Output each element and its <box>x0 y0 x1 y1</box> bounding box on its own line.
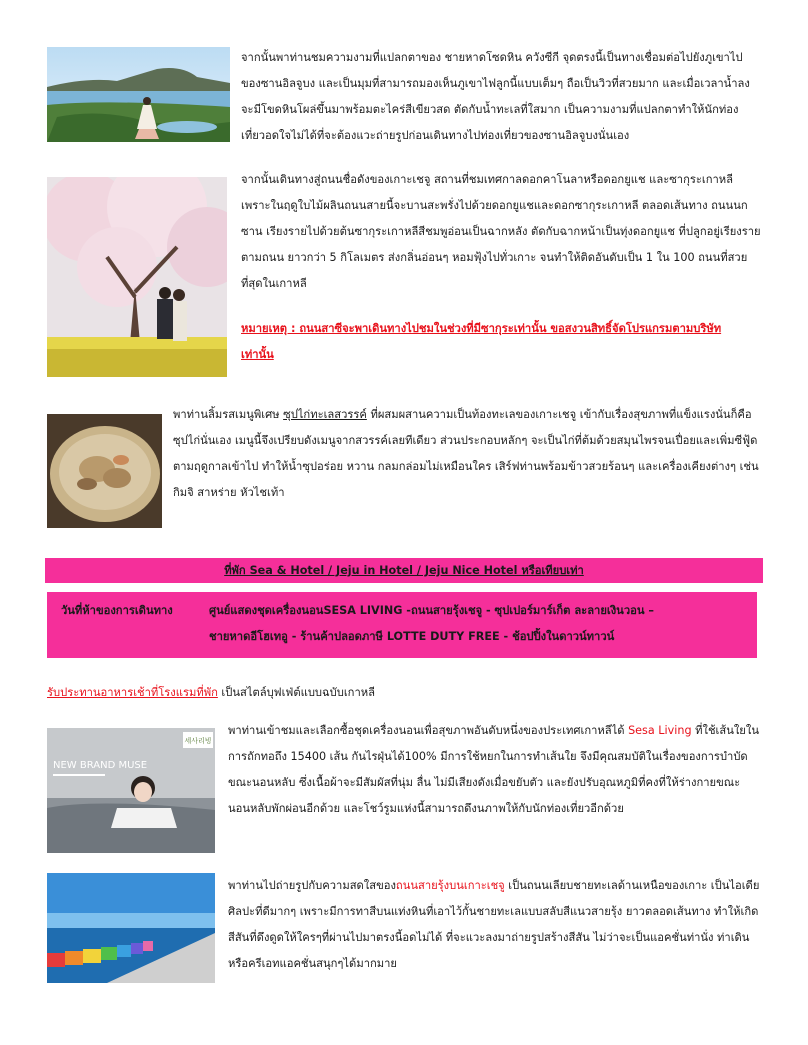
sesa-text-1: พาท่านเข้าชมและเลือกซื้อชุดเครื่องนอนเพื่อสุขภาพอันดับหนึ่งของประเทศเกาหลีได้ <box>228 724 629 737</box>
breakfast-link: รับประทานอาหารเช้าที่โรงแรมที่พัก <box>47 686 218 699</box>
hotel-bar <box>45 558 763 583</box>
day-bar <box>47 592 757 658</box>
sesa-living-ad-photo <box>47 728 215 853</box>
blossom-note <box>241 316 746 368</box>
sesa-ad-tag: NEW BRAND MUSE <box>53 760 148 771</box>
sesa-paragraph <box>228 718 761 822</box>
hotel-bar-text: ที่พัก Sea & Hotel / Jeju in Hotel / Jeju Nice Hotel หรือเทียบเท่า <box>224 564 584 577</box>
dinner-paragraph <box>173 402 763 506</box>
sesa-brand: Sesa Living <box>628 724 692 737</box>
sesa-ad-brand: 세사리빙 <box>184 737 212 745</box>
day-bar-line2: ชายหาดอีโฮเทอู - ร้านค้าปลอดภาษี LOTTE DUTY FREE - ช้อปปิ้งในดาวน์ทาวน์ <box>209 630 615 643</box>
coast-text: จากนั้นพาท่านชมความงามที่แปลกตาของ ชายหาดโซดหิน ควังซีกี จุดตรงนี้เป็นทางเชื่อมต่อไปยังภูเขาไปของซานอิลจูบง และเป็นมุมที่สามารถมองเห็นภูเขาไฟลูกนี้แบบเต็มๆ ถือเป็นวิวที่สวยมาก และเมื่อเวลาน้ำลงจะมีโขดหินโผล่ขึ้นมาพร้อมตะไคร่สีเขียวสด ตัดกับน้ำทะเลที่ใสมาก เป็นความงามที่แปลกตาทำให้นักท่องเที่ยวอดใจไม่ได้ที่จะต้องแวะถ่ายรูปก่อนเดินทางไปท่องเที่ยวของซานอิลจูบงนั่นเอง <box>241 51 750 142</box>
sesa-text-2: ที่ใช้เส้นใยในการถักทอถึง 15400 เส้น กันไรฝุ่นได้100% มีการใช้หยกในการทำเส้นใย จึงมีคุณสมบัติในเรื่องของการบำบัดขณะนอนหลับ ซึ่งเนื้อผ้าจะมีสัมผัสที่นุ่ม ลื่น ไม่มีเสียงดังเมื่อขยับตัว และยังปรับอุณหภูมิที่คงที่ให้ร่างกายขณะนอนหลับพักผ่อนอีกด้วย และโชว์รูมแห่งนี้สามารถดึงนภาพให้กับนักท่องเที่ยวอีกด้วย <box>228 724 759 815</box>
rainbow-text-1: พาท่านไปถ่ายรูปกับความสดใสของ <box>228 879 396 892</box>
breakfast-rest: เป็นสไตล์บุฟเฟ่ต์แบบฉบับเกาหลี <box>217 686 375 699</box>
rainbow-highlight: ถนนสายรุ้งบนเกาะเชจู <box>395 879 505 892</box>
breakfast-line <box>47 680 747 706</box>
seafood-hotpot-photo <box>47 414 162 528</box>
coast-paragraph <box>241 45 761 149</box>
cherry-blossom-couple-photo <box>47 177 227 377</box>
day-bar-label: วันที่ห้าของการเดินทาง <box>61 604 173 617</box>
rainbow-seawall-photo <box>47 873 215 983</box>
day-bar-line1: ศูนย์แสดงชุดเครื่องนอนSESA LIVING -ถนนสายรุ้งเชจู - ซุปเปอร์มาร์เก็ต ละลายเงินวอน – <box>209 604 654 617</box>
dinner-menu-name: ซุปไก่ทะเลสวรรค์ <box>283 408 367 421</box>
coastal-rock-woman-photo <box>47 47 230 142</box>
dinner-intro: พาท่านลิ้มรสเมนูพิเศษ <box>173 408 284 421</box>
dinner-text: ที่ผสมผสานความเป็นท้องทะเลของเกาะเชจู เข้ากับเรื่องสุขภาพที่แข็งแรงนั่นก็คือซุปไก่นั่นเอง เมนูนี้จึงเปรียบดังเมนูจากสวรรค์เลยทีเดียว ส่วนประกอบหลักๆ จะเป็นไก่ที่ต้มด้วยสมุนไพรจนเปื่อยและเพิ่มซีฟู้ดตามฤดูกาลเข้าไป ทำให้น้ำซุปอร่อย หวาน กลมกล่อมไม่เหมือนใคร เสิร์ฟท่านพร้อมข้าวสวยร้อนๆ และเครื่องเคียงต่างๆ เช่นกิมจิ สาหร่าย หัวไชเท้า <box>173 408 759 499</box>
blossom-text: จากนั้นเดินทางสู่ถนนชื่อดังของเกาะเชจู สถานที่ชมเทศกาลดอกคาโนลาหรือดอกยูแช และซากุระเกาหลี เพราะในฤดูใบไม้ผลินถนนสายนี้จะบานสะพรั่งไปด้วยดอกยูแชและดอกซากุระเกาหลี ตลอดเส้นทาง ถนนนกซาน เรียงรายไปด้วยต้นซากุระเกาหลีสีชมพูอ่อนเป็นฉากหลัง ตัดกับฉากหน้าเป็นทุ่งดอกยูแช ที่ปลูกอยู่เรียงรายตามถนน ยาวกว่า 5 กิโลเมตร ส่งกลิ่นอ่อนๆ หอมฟุ้งไปทั่วเกาะ จนทำให้ติดอันดับเป็น 1 ใน 100 ถนนที่สวยที่สุดในเกาหลี <box>241 173 761 290</box>
rainbow-text-2: เป็นถนนเลียบชายทะเลด้านเหนือของเกาะ เป็นไอเดียศิลปะที่ดีมากๆ เพราะมีการทาสีบนแท่งหินที่เอาไว้กั้นชายทะเลแบบสลับสีแนวสายรุ้ง ยาวตลอดเส้นทาง ทำให้เกิดสีสันที่ดึงดูดให้ใครๆที่ผ่านไปมาตรงนี้อดไม่ได้ ที่จะแวะลงมาถ่ายรูปสร้างสีสัน ไม่ว่าจะเป็นแอคชั่นท่านั่ง ท่าเดิน หรือครีเอทแอคชั่นสนุกๆได้มากมาย <box>228 879 760 970</box>
blossom-note-text: หมายเหตุ : ถนนสาซีจะพาเดินทางไปชมในช่วงที่มีซากุระเท่านั้น ขอสงวนสิทธิ์จัดโปรแกรมตามบริษัทเท่านั้น <box>241 322 722 361</box>
rainbow-paragraph <box>228 873 761 977</box>
blossom-paragraph <box>241 167 761 297</box>
